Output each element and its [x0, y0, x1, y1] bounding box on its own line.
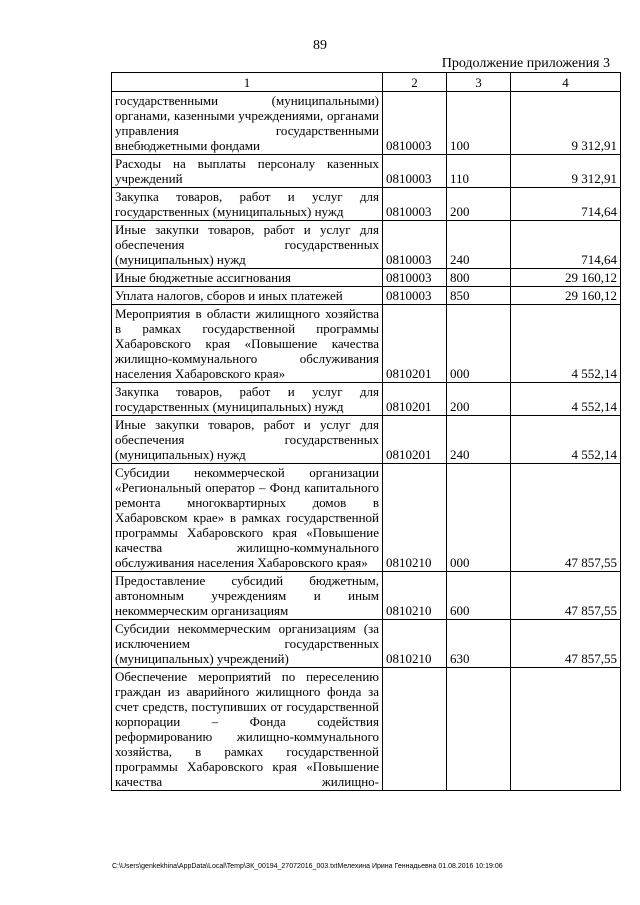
row-amount: 714,64: [511, 188, 621, 221]
table-row: [112, 572, 621, 620]
header-col-1: 1: [112, 73, 383, 92]
row-target-article: 0810210: [383, 620, 447, 668]
row-description: Закупка товаров, работ и услуг для государственных (муниципальных) нужд: [112, 383, 383, 416]
row-description: Субсидии некоммерческим организациям (за исключением государственных (муниципальных) учреждений): [112, 620, 383, 668]
row-expense-type: 600: [447, 572, 511, 620]
row-amount: 4 552,14: [511, 416, 621, 464]
row-description: Уплата налогов, сборов и иных платежей: [112, 287, 383, 305]
row-target-article: 0810201: [383, 416, 447, 464]
table-row: [112, 668, 621, 791]
row-target-article: 0810003: [383, 188, 447, 221]
row-amount: 714,64: [511, 221, 621, 269]
row-target-article: 0810003: [383, 155, 447, 188]
row-target-article: 0810210: [383, 464, 447, 572]
row-target-article: 0810201: [383, 383, 447, 416]
row-expense-type: 100: [447, 92, 511, 155]
row-amount: 47 857,55: [511, 464, 621, 572]
row-target-article: 0810003: [383, 287, 447, 305]
row-amount: [511, 668, 621, 791]
row-amount: 47 857,55: [511, 572, 621, 620]
page-number: 89: [313, 38, 327, 53]
row-expense-type: 110: [447, 155, 511, 188]
continuation-label: Продолжение приложения 3: [441, 56, 610, 71]
row-amount: 47 857,55: [511, 620, 621, 668]
table-row: [112, 287, 621, 305]
row-expense-type: 200: [447, 383, 511, 416]
row-description: Закупка товаров, работ и услуг для государственных (муниципальных) нужд: [112, 188, 383, 221]
header-row: [112, 73, 621, 92]
header-col-3: 3: [447, 73, 511, 92]
row-expense-type: 000: [447, 305, 511, 383]
row-description: Иные закупки товаров, работ и услуг для обеспечения государственных (муниципальных) нужд: [112, 221, 383, 269]
row-amount: 4 552,14: [511, 383, 621, 416]
row-expense-type: 630: [447, 620, 511, 668]
table-row: [112, 155, 621, 188]
row-description: государственными (муниципальными) органами, казенными учреждениями, органами управления государственными внебюджетными фондами: [112, 92, 383, 155]
table-row: [112, 92, 621, 155]
row-description: Обеспечение мероприятий по переселению граждан из аварийного жилищного фонда за счет средств, поступивших от государственной корпорации – Фонда содействия реформированию жилищно-коммунального хозяйства, в рамках государственной программы Хабаровского края «Повышение качества жилищно-: [112, 668, 383, 791]
table-row: [112, 416, 621, 464]
row-target-article: [383, 668, 447, 791]
row-expense-type: 850: [447, 287, 511, 305]
header-col-2: 2: [383, 73, 447, 92]
row-description: Иные закупки товаров, работ и услуг для обеспечения государственных (муниципальных) нужд: [112, 416, 383, 464]
table-row: [112, 221, 621, 269]
row-description: Предоставление субсидий бюджетным, автономным учреждениям и иным некоммерческим организациям: [112, 572, 383, 620]
table-row: [112, 305, 621, 383]
row-description: Расходы на выплаты персоналу казенных учреждений: [112, 155, 383, 188]
table-row: [112, 188, 621, 221]
row-description: Субсидии некоммерческой организации «Региональный оператор – Фонд капитального ремонта многоквартирных домов в Хабаровском крае» в рамках государственной программы Хабаровского края «Повышение качества жилищно-коммунального обслуживания населения Хабаровского края»: [112, 464, 383, 572]
row-expense-type: 800: [447, 269, 511, 287]
row-amount: 29 160,12: [511, 287, 621, 305]
table-row: [112, 464, 621, 572]
row-expense-type: [447, 668, 511, 791]
row-target-article: 0810003: [383, 92, 447, 155]
file-path-footer: C:\Users\genkekhina\AppData\Local\Temp\ЗК_00194_27072016_003.txtМелехина Ирина Геннадьевна 01.08.2016 10:19:06: [112, 863, 503, 870]
row-amount: 9 312,91: [511, 155, 621, 188]
row-expense-type: 240: [447, 221, 511, 269]
row-expense-type: 200: [447, 188, 511, 221]
table-row: [112, 269, 621, 287]
row-description: Иные бюджетные ассигнования: [112, 269, 383, 287]
row-description: Мероприятия в области жилищного хозяйства в рамках государственной программы Хабаровского края «Повышение качества жилищно-коммунального обслуживания населения Хабаровского края»: [112, 305, 383, 383]
row-amount: 29 160,12: [511, 269, 621, 287]
row-target-article: 0810003: [383, 221, 447, 269]
row-amount: 4 552,14: [511, 305, 621, 383]
row-amount: 9 312,91: [511, 92, 621, 155]
row-target-article: 0810201: [383, 305, 447, 383]
table-row: [112, 383, 621, 416]
table-row: [112, 620, 621, 668]
row-target-article: 0810003: [383, 269, 447, 287]
row-expense-type: 240: [447, 416, 511, 464]
header-col-4: 4: [511, 73, 621, 92]
budget-table: [111, 72, 621, 791]
row-expense-type: 000: [447, 464, 511, 572]
row-target-article: 0810210: [383, 572, 447, 620]
